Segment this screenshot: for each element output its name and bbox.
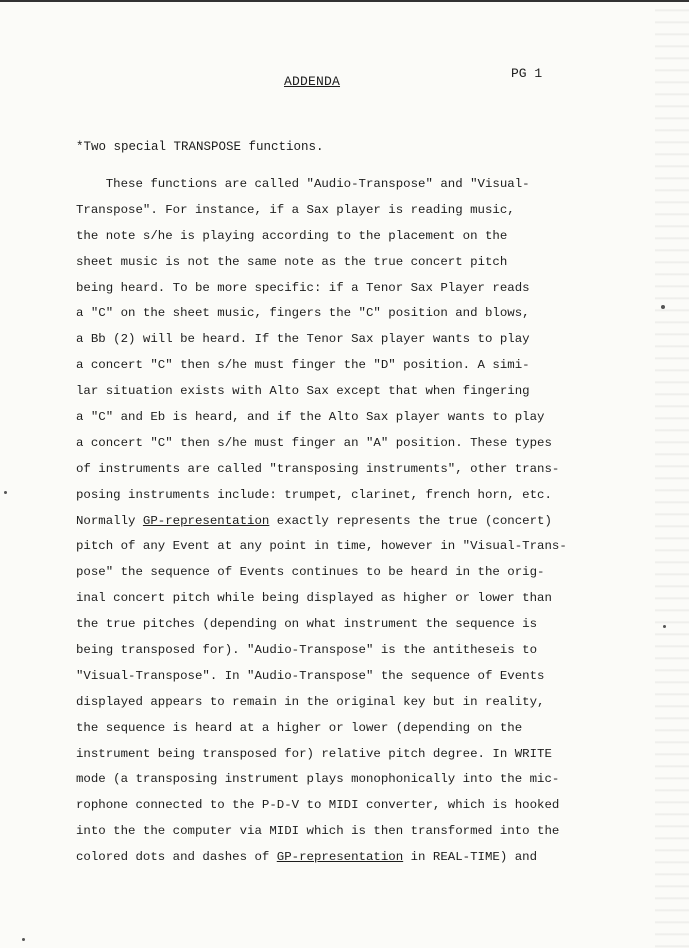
text-line bbox=[76, 172, 621, 198]
text-line bbox=[76, 716, 621, 742]
text-line bbox=[76, 198, 621, 224]
section-intro: *Two special TRANSPOSE functions. bbox=[76, 140, 324, 154]
text-line bbox=[76, 405, 621, 431]
text-line bbox=[76, 767, 621, 793]
text-segment: a "C" on the sheet music, fingers the "C" position and blows, bbox=[76, 306, 530, 321]
text-segment: displayed appears to remain in the original key but in reality, bbox=[76, 694, 545, 709]
text-segment: the note s/he is playing according to the placement on the bbox=[76, 228, 508, 243]
text-line bbox=[76, 690, 621, 716]
text-line bbox=[76, 457, 621, 483]
text-line bbox=[76, 638, 621, 664]
text-segment: pitch of any Event at any point in time, however in "Visual-Trans- bbox=[76, 539, 567, 554]
text-segment: instrument being transposed for) relative pitch degree. In WRITE bbox=[76, 746, 552, 761]
scan-edge-noise bbox=[655, 0, 689, 948]
text-line bbox=[76, 560, 621, 586]
text-line bbox=[76, 301, 621, 327]
text-segment: the true pitches (depending on what instrument the sequence is bbox=[76, 617, 538, 632]
scan-speck bbox=[661, 305, 665, 309]
text-segment: "Visual-Transpose". In "Audio-Transpose" the sequence of Events bbox=[76, 668, 545, 683]
text-line bbox=[76, 224, 621, 250]
text-segment: colored dots and dashes of bbox=[76, 850, 277, 865]
text-segment: sheet music is not the same note as the true concert pitch bbox=[76, 254, 508, 269]
text-segment: of instruments are called "transposing instruments", other trans- bbox=[76, 461, 560, 476]
text-line bbox=[76, 250, 621, 276]
text-line bbox=[76, 276, 621, 302]
scan-speck bbox=[22, 938, 25, 941]
text-segment: into the the computer via MIDI which is then transformed into the bbox=[76, 824, 560, 839]
text-segment: pose" the sequence of Events continues to be heard in the orig- bbox=[76, 565, 545, 580]
text-line bbox=[76, 612, 621, 638]
text-line bbox=[76, 534, 621, 560]
underlined-term: GP-representation bbox=[142, 513, 270, 528]
document-title: ADDENDA bbox=[284, 74, 341, 89]
text-segment: mode (a transposing instrument plays monophonically into the mic- bbox=[76, 772, 560, 787]
text-segment: a "C" and Eb is heard, and if the Alto Sax player wants to play bbox=[76, 410, 545, 425]
text-segment: rophone connected to the P-D-V to MIDI converter, which is hooked bbox=[76, 798, 560, 813]
text-segment: These functions are called "Audio-Transpose" and "Visual- bbox=[76, 177, 530, 191]
text-line bbox=[76, 586, 621, 612]
text-segment: exactly represents the true (concert) bbox=[269, 513, 552, 528]
text-line bbox=[76, 845, 621, 871]
text-segment: Transpose". For instance, if a Sax player is reading music, bbox=[76, 202, 515, 217]
text-segment: a concert "C" then s/he must finger the "D" position. A simi- bbox=[76, 358, 530, 373]
text-line bbox=[76, 819, 621, 845]
scan-speck bbox=[4, 491, 7, 494]
text-line bbox=[76, 353, 621, 379]
text-segment: being heard. To be more specific: if a Tenor Sax Player reads bbox=[76, 280, 530, 295]
scan-speck bbox=[663, 625, 666, 628]
text-segment: inal concert pitch while being displayed as higher or lower than bbox=[76, 591, 552, 606]
text-segment: being transposed for). "Audio-Transpose" is the antitheseis to bbox=[76, 643, 538, 658]
text-line bbox=[76, 509, 621, 535]
text-line bbox=[76, 431, 621, 457]
underlined-term: GP-representation bbox=[276, 850, 404, 865]
body-paragraph bbox=[76, 172, 621, 871]
text-line bbox=[76, 742, 621, 768]
scan-edge-line bbox=[0, 0, 689, 2]
text-segment: posing instruments include: trumpet, clarinet, french horn, etc. bbox=[76, 487, 552, 502]
text-segment: in REAL-TIME) and bbox=[403, 850, 538, 865]
text-segment: the sequence is heard at a higher or lower (depending on the bbox=[76, 720, 523, 735]
text-line bbox=[76, 483, 621, 509]
text-segment: lar situation exists with Alto Sax except that when fingering bbox=[76, 384, 530, 399]
text-line bbox=[76, 664, 621, 690]
text-line bbox=[76, 327, 621, 353]
page-number: PG 1 bbox=[511, 66, 543, 81]
text-segment: Normally bbox=[76, 513, 143, 528]
text-segment: a concert "C" then s/he must finger an "A" position. These types bbox=[76, 435, 552, 450]
text-segment: a Bb (2) will be heard. If the Tenor Sax player wants to play bbox=[76, 332, 530, 347]
text-line bbox=[76, 379, 621, 405]
text-line bbox=[76, 793, 621, 819]
